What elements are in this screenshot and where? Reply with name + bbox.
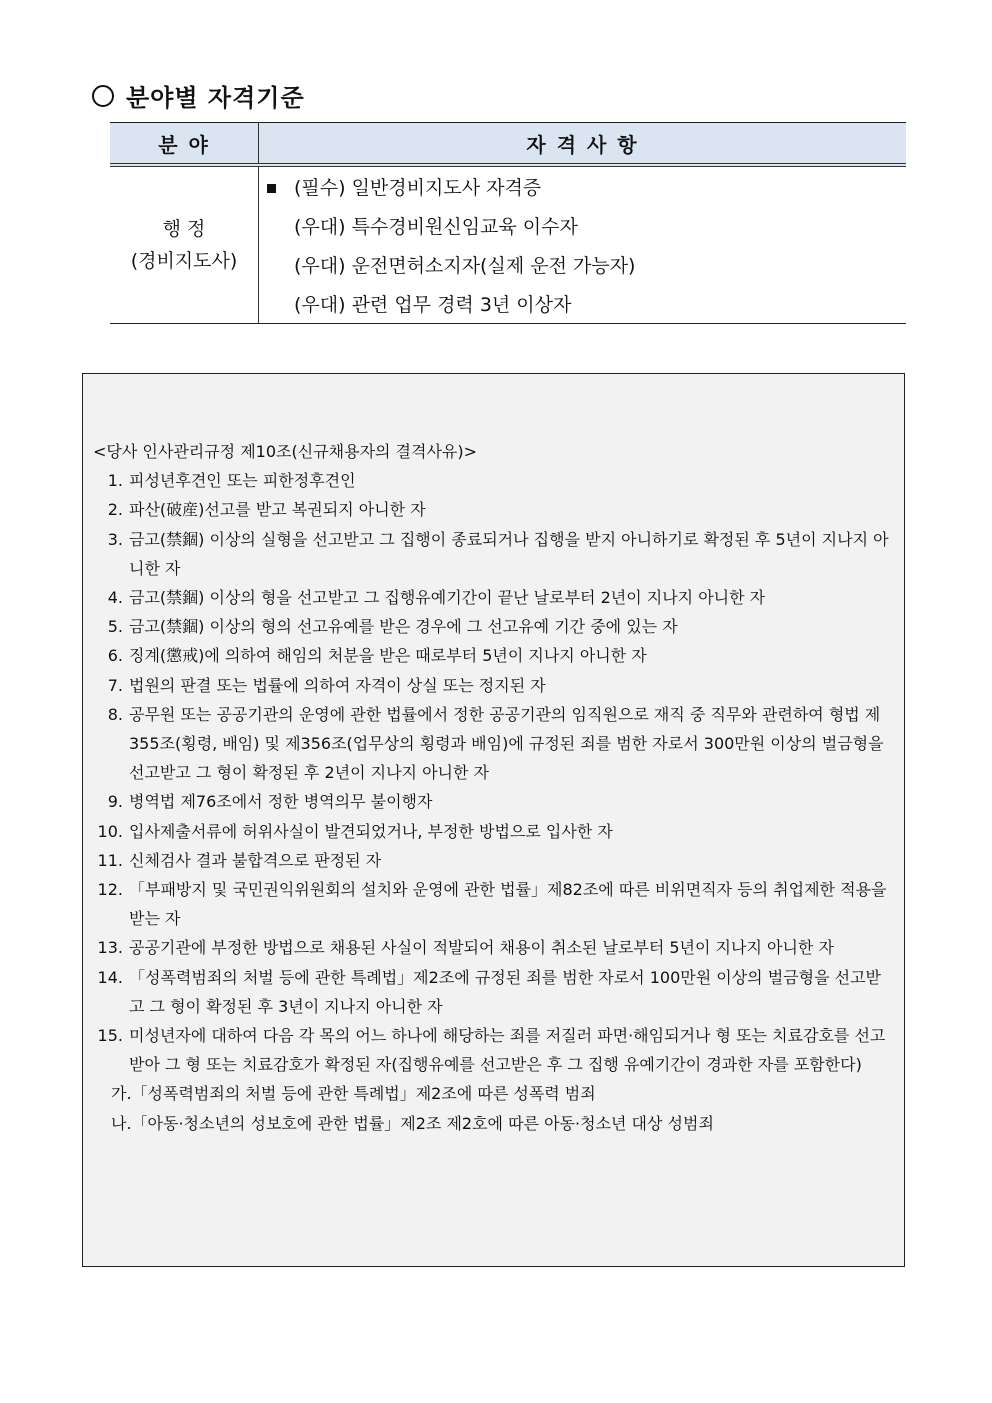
rule-text: 금고(禁錮) 이상의 형을 선고받고 그 집행유예기간이 끝난 날로부터 2년이 지나지 아니한 자	[129, 588, 766, 608]
rule-text: 「성폭력범죄의 처벌 등에 관한 특례법」제2조에 규정된 죄를 범한 자로서 100만원 이상의 벌금형을 선고받고 그 형이 확정된 후 3년이 지나지 아니한 자	[129, 967, 881, 1016]
rule-text: 입사제출서류에 허위사실이 발견되었거나, 부정한 방법으로 입사한 자	[129, 821, 613, 841]
square-bullet-icon	[267, 184, 276, 193]
rule-text: 「부패방지 및 국민권익위원회의 설치와 운영에 관한 법률」제82조에 따른 비위면직자 등의 취업제한 적용을 받는 자	[129, 880, 887, 929]
rule-number: 8.	[107, 704, 123, 724]
header-field: 분 야	[110, 123, 259, 163]
header-qualifications: 자 격 사 항	[526, 132, 639, 157]
rule-text: 공무원 또는 공공기관의 운영에 관한 법률에서 정한 공공기관의 임직원으로 재직 중 직무와 관련하여 형법 제355조(횡령, 배임) 및 제356조(업무상의 횡령과 배임)에 규정된 죄를 범한 자로서 300만원 이상의 벌금형을 선고받고 그 형이 확정된 후 2년이 지나지 아니한 자	[129, 704, 884, 783]
rule-item	[93, 612, 894, 641]
rule-number: 2.	[107, 500, 123, 520]
rule-text: 파산(破産)선고를 받고 복권되지 아니한 자	[129, 500, 426, 520]
qualification-item	[294, 208, 906, 247]
qualification-text: (우대) 운전면허소지자(실제 운전 가능자)	[294, 255, 636, 277]
rule-item	[93, 671, 894, 700]
field-name: 행 정	[162, 218, 206, 240]
rule-sub-item: 나.「아동·청소년의 성보호에 관한 법률」제2조 제2호에 따른 아동·청소년 대상 성범죄	[111, 1113, 714, 1133]
rule-number: 13.	[97, 938, 123, 958]
qualification-item	[294, 286, 906, 325]
field-cell	[110, 167, 259, 323]
rule-item	[93, 641, 894, 670]
rules-heading: <당사 인사관리규정 제10조(신규채용자의 결격사유)>	[93, 442, 478, 461]
rule-text: 금고(禁錮) 이상의 실형을 선고받고 그 집행이 종료되거나 집행을 받지 아니하기로 확정된 후 5년이 지나지 아니한 자	[129, 529, 889, 578]
rule-text: 피성년후견인 또는 피한정후견인	[129, 471, 356, 491]
rule-number: 12.	[97, 880, 123, 900]
qualifications-cell	[259, 167, 906, 323]
qualification-table	[110, 122, 906, 324]
rule-item	[93, 495, 894, 524]
rule-item	[93, 525, 894, 583]
circle-bullet-icon	[92, 85, 114, 107]
qualification-text: (우대) 특수경비원신임교육 이수자	[294, 216, 578, 238]
section-title-text: 분야별 자격기준	[126, 83, 305, 112]
rule-number: 3.	[107, 529, 123, 549]
field-subname: (경비지도사)	[130, 250, 238, 272]
rule-number: 5.	[107, 617, 123, 637]
rule-item	[93, 787, 894, 816]
rule-text: 병역법 제76조에서 정한 병역의무 불이행자	[129, 792, 433, 812]
rule-text: 미성년자에 대하여 다음 각 목의 어느 하나에 해당하는 죄를 저질러 파면·해임되거나 형 또는 치료감호를 선고받아 그 형 또는 치료감호가 확정된 자(집행유예를 선고받은 후 그 집행 유예기간이 경과한 자를 포함한다)	[129, 1026, 886, 1075]
qualification-item	[294, 247, 906, 286]
rule-number: 10.	[97, 821, 123, 841]
disqualification-rules-box	[82, 373, 905, 1267]
rule-text: 법원의 판결 또는 법률에 의하여 자격이 상실 또는 정지된 자	[129, 675, 546, 695]
rule-number: 6.	[107, 646, 123, 666]
table-row	[110, 167, 906, 324]
qualification-item	[267, 169, 906, 208]
rule-text: 징계(懲戒)에 의하여 해임의 처분을 받은 때로부터 5년이 지나지 아니한 자	[129, 646, 647, 666]
rule-item	[93, 583, 894, 612]
rule-item	[93, 963, 894, 1021]
rule-item	[93, 466, 894, 495]
rule-text: 금고(禁錮) 이상의 형의 선고유예를 받은 경우에 그 선고유예 기간 중에 있는 자	[129, 617, 678, 637]
rule-item	[93, 700, 894, 788]
rule-number: 9.	[107, 792, 123, 812]
rule-number: 15.	[97, 1026, 123, 1046]
rule-text: 공공기관에 부정한 방법으로 채용된 사실이 적발되어 채용이 취소된 날로부터 5년이 지나지 아니한 자	[129, 938, 834, 958]
qualification-text: (우대) 관련 업무 경력 3년 이상자	[294, 294, 572, 316]
rule-item	[93, 933, 894, 962]
rule-sub-item: 가.「성폭력범죄의 처벌 등에 관한 특례법」제2조에 따른 성폭력 범죄	[111, 1084, 596, 1104]
rules-list	[93, 466, 894, 1079]
qualification-text: (필수) 일반경비지도사 자격증	[294, 177, 542, 199]
rule-number: 7.	[107, 675, 123, 695]
rule-number: 4.	[107, 588, 123, 608]
section-title	[92, 78, 305, 113]
rule-number: 1.	[107, 471, 123, 491]
rule-number: 11.	[97, 850, 123, 870]
rule-item	[93, 846, 894, 875]
rule-item	[93, 1021, 894, 1079]
rule-number: 14.	[97, 967, 123, 987]
table-header	[110, 123, 906, 167]
rule-item	[93, 875, 894, 933]
rule-text: 신체검사 결과 불합격으로 판정된 자	[129, 850, 382, 870]
rule-item	[93, 817, 894, 846]
